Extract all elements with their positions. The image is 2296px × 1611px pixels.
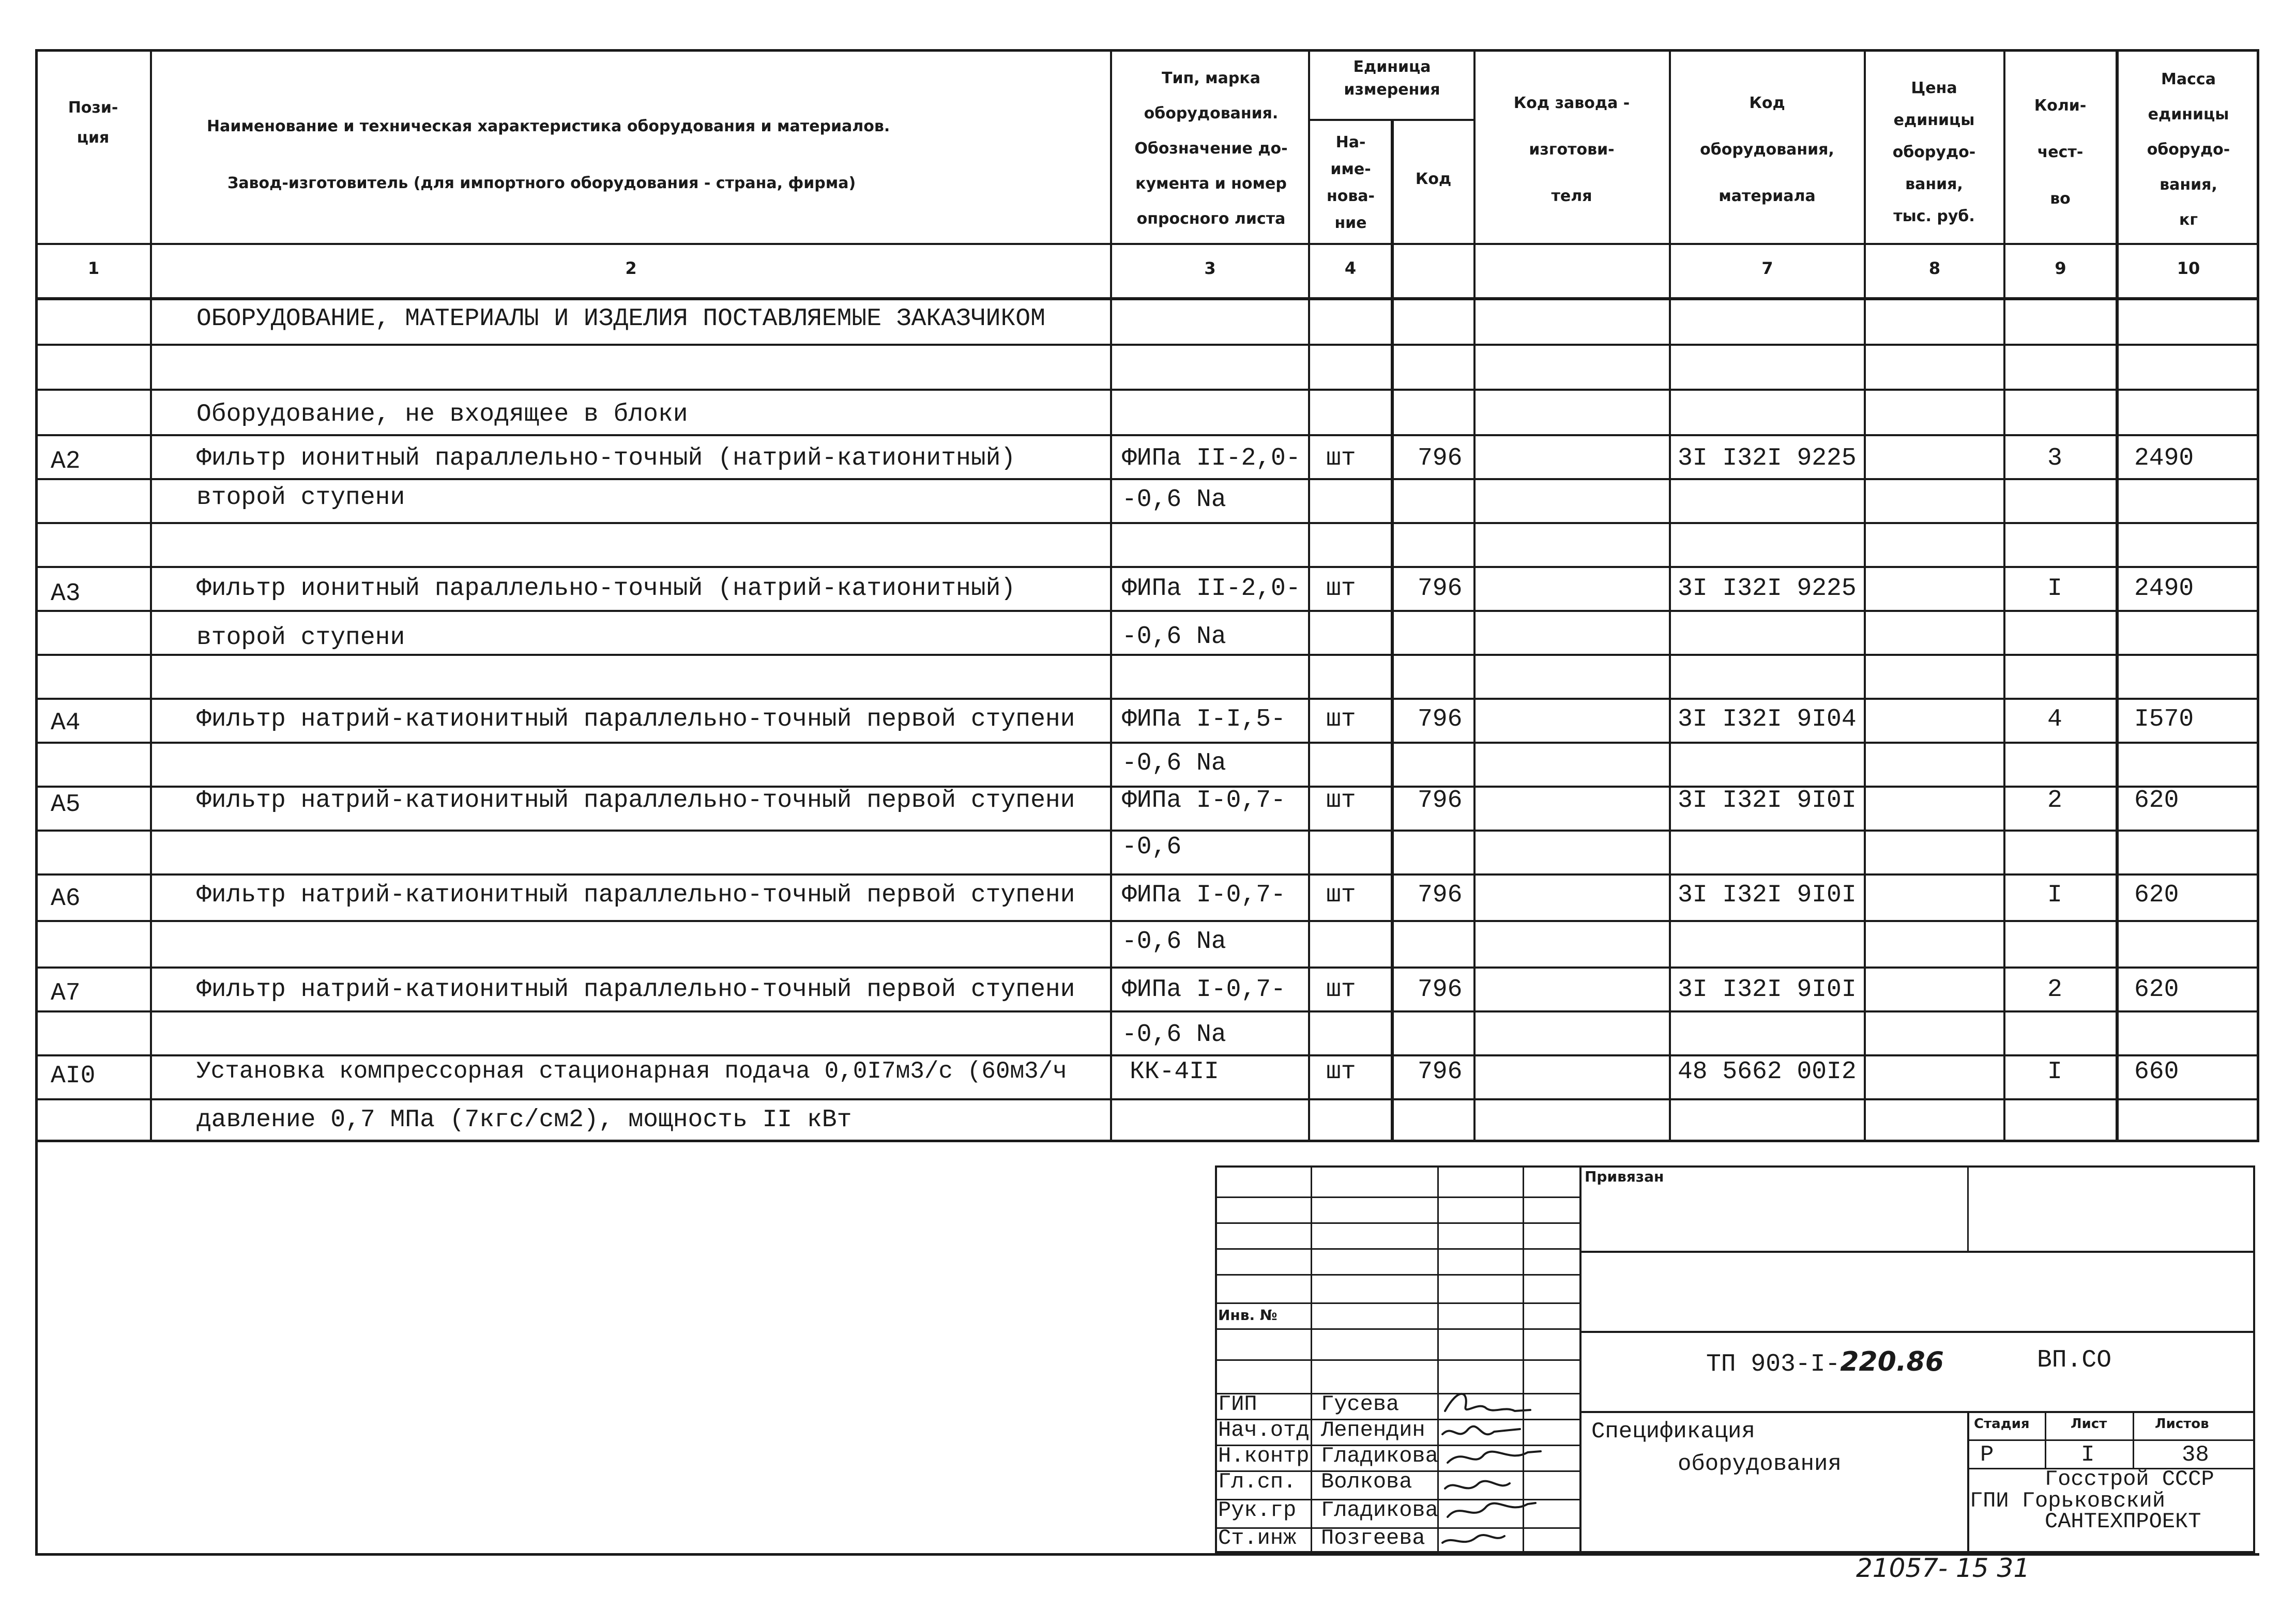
signer-role: ГИП — [1218, 1392, 1257, 1417]
row-line — [35, 1098, 2259, 1100]
organization: ГПИ Горьковский — [1970, 1489, 2166, 1513]
header-price: Цена единицы оборудо- вания, тыс. руб. — [1892, 79, 1976, 225]
tb-line — [1579, 1165, 1582, 1553]
signer-role: Рук.гр — [1218, 1498, 1297, 1523]
header-name: Наименование и техническая характеристика оборудования и материалов. Завод-изготовитель (для импортного оборудования - страна, фирма) — [207, 117, 890, 192]
item-mass: 620 — [2134, 976, 2179, 1004]
item-mass: 660 — [2134, 1058, 2179, 1086]
header-unit-code: Код — [1415, 170, 1452, 188]
item-quantity: 4 — [2047, 705, 2062, 733]
tb-line — [1967, 1439, 2255, 1441]
item-equipment-code: 3I I32I 9225 — [1678, 575, 1857, 603]
stage-value: Р — [1980, 1442, 1994, 1468]
tb-line — [1579, 1331, 2255, 1333]
item-type-cont: -0,6 Na — [1122, 623, 1226, 651]
item-name: Фильтр натрий-катионитный параллельно-точный первой ступени — [196, 705, 1075, 733]
item-name-cont: давление 0,7 МПа (7кгс/см2), мощность II кВт — [196, 1106, 852, 1134]
col-line-6 — [1669, 49, 1671, 1142]
header-unit: Единица измерения — [1344, 58, 1440, 99]
item-mass: 620 — [2134, 787, 2179, 815]
sheet-label: Лист — [2071, 1416, 2107, 1432]
row-line — [35, 654, 2259, 656]
item-mass: 2490 — [2134, 444, 2194, 472]
item-unit: шт — [1326, 881, 1356, 909]
col-number: 8 — [1928, 258, 1941, 278]
stage-label: Стадия — [1974, 1416, 2030, 1432]
signer-name: Гусева — [1321, 1392, 1400, 1417]
item-unit: шт — [1326, 444, 1356, 472]
item-type-cont: -0,6 — [1122, 833, 1182, 861]
subsection-title: Оборудование, не входящее в блоки — [196, 401, 688, 428]
item-mass: 620 — [2134, 881, 2179, 909]
tb-line — [1215, 1274, 1579, 1276]
item-position: А3 — [51, 580, 81, 608]
item-equipment-code: 48 5662 00I2 — [1678, 1058, 1857, 1086]
tb-line — [1967, 1165, 1969, 1251]
item-position: А6 — [51, 885, 81, 913]
signer-name: Гладикова — [1321, 1498, 1438, 1523]
tb-line — [2045, 1411, 2046, 1468]
item-position: А2 — [51, 448, 81, 475]
item-quantity: I — [2047, 881, 2062, 909]
item-name: Фильтр натрий-катионитный параллельно-точный первой ступени — [196, 787, 1075, 815]
signer-name: Позгеева — [1321, 1526, 1425, 1551]
col-number: 9 — [2055, 258, 2066, 278]
row-line — [35, 1010, 2259, 1012]
item-equipment-code: 3I I32I 9I0I — [1678, 787, 1857, 815]
header-bottom-line — [35, 243, 2259, 245]
item-unit-code: 796 — [1418, 787, 1463, 815]
signer-role: Гл.сп. — [1218, 1469, 1297, 1494]
item-unit-code: 796 — [1418, 705, 1463, 733]
col-line-3 — [1308, 49, 1310, 1142]
item-unit: шт — [1326, 575, 1356, 603]
item-unit-code: 796 — [1418, 1058, 1463, 1086]
item-type: ФИПа II-2,0- — [1122, 444, 1301, 472]
document-title-cont: оборудования — [1678, 1451, 1842, 1477]
item-name: Фильтр ионитный параллельно-точный (натрий-катионитный) — [196, 575, 1016, 603]
col-line-2 — [1110, 49, 1112, 1142]
item-name: Фильтр ионитный параллельно-точный (натрий-катионитный) — [196, 444, 1016, 472]
item-quantity: I — [2047, 1058, 2062, 1086]
item-equipment-code: 3I I32I 9225 — [1678, 444, 1857, 472]
tb-line — [2133, 1411, 2134, 1468]
tb-line — [1215, 1359, 1579, 1361]
col-number: 1 — [87, 258, 100, 278]
item-position: А4 — [51, 709, 81, 737]
row-line — [35, 920, 2259, 922]
row-line — [35, 1054, 2259, 1056]
sheets-label: Листов — [2155, 1416, 2209, 1432]
item-type: ФИПа I-0,7- — [1122, 787, 1286, 815]
row-line — [35, 610, 2259, 612]
tb-line — [1967, 1411, 1969, 1553]
sheet-value: I — [2081, 1442, 2095, 1468]
organization: САНТЕХПРОЕКТ — [2045, 1509, 2201, 1534]
item-quantity: 3 — [2047, 444, 2062, 472]
item-unit: шт — [1326, 705, 1356, 733]
row-line — [35, 566, 2259, 568]
item-type: ФИПа I-0,7- — [1122, 976, 1286, 1004]
item-mass: I570 — [2134, 705, 2194, 733]
col-line-1 — [150, 49, 152, 1142]
header-factory-code: Код завода - изготови- теля — [1513, 94, 1630, 205]
item-name: Установка компрессорная стационарная подача 0,0I7м3/с (60м3/ч — [196, 1058, 1067, 1085]
item-equipment-code: 3I I32I 9I0I — [1678, 976, 1857, 1004]
col-number: 7 — [1761, 258, 1773, 278]
item-type-cont: -0,6 Na — [1122, 928, 1226, 956]
row-line — [35, 873, 2259, 876]
col-line-4 — [1391, 119, 1394, 1142]
signer-name: Волкова — [1321, 1469, 1412, 1494]
item-type: КК-4II — [1130, 1058, 1219, 1086]
header-mass: Масса единицы оборудо- вания, кг — [2147, 70, 2230, 229]
item-name-cont: второй ступени — [196, 624, 405, 652]
document-code: ТП 903-I-220.86 — [1706, 1346, 1944, 1378]
item-unit: шт — [1326, 1058, 1356, 1086]
item-name: Фильтр натрий-катионитный параллельно-точный первой ступени — [196, 881, 1075, 909]
col-number: 10 — [2177, 258, 2200, 278]
header-unit-name: На- име- нова- ние — [1326, 133, 1375, 232]
inventory-number-label: Инв. № — [1218, 1307, 1278, 1324]
section-title: ОБОРУДОВАНИЕ, МАТЕРИАЛЫ И ИЗДЕЛИЯ ПОСТАВЛЯЕМЫЕ ЗАКАЗЧИКОМ — [196, 305, 1045, 333]
item-type-cont: -0,6 Na — [1122, 749, 1226, 777]
header-position: Пози- ция — [68, 99, 118, 147]
row-line — [35, 389, 2259, 391]
signer-role: Н.контр — [1218, 1444, 1310, 1468]
item-type: ФИПа I-0,7- — [1122, 881, 1286, 909]
item-position: А5 — [51, 791, 81, 819]
document-mark: ВП.СО — [2037, 1346, 2112, 1374]
row-line — [35, 830, 2259, 832]
item-type: ФИПа I-I,5- — [1122, 705, 1286, 733]
item-type-cont: -0,6 Na — [1122, 1021, 1226, 1049]
col-line-7 — [1864, 49, 1866, 1142]
item-name: Фильтр натрий-катионитный параллельно-точный первой ступени — [196, 976, 1075, 1004]
item-unit-code: 796 — [1418, 575, 1463, 603]
item-quantity: I — [2047, 575, 2062, 603]
row-line — [35, 522, 2259, 524]
item-unit: шт — [1326, 976, 1356, 1004]
item-unit-code: 796 — [1418, 881, 1463, 909]
col-line-5 — [1473, 49, 1476, 1142]
tb-line — [1215, 1328, 1579, 1330]
row-line — [35, 966, 2259, 969]
item-mass: 2490 — [2134, 575, 2194, 603]
item-position: АI0 — [51, 1062, 96, 1090]
col-number: 3 — [1204, 258, 1216, 278]
tb-line — [1215, 1302, 1579, 1304]
header-equipment-code: Код оборудования, материала — [1700, 94, 1834, 205]
item-equipment-code: 3I I32I 9I04 — [1678, 705, 1857, 733]
tb-line — [1215, 1222, 1579, 1224]
item-type: ФИПа II-2,0- — [1122, 575, 1301, 603]
tb-line — [1215, 1196, 1579, 1198]
item-name-cont: второй ступени — [196, 484, 405, 512]
organization: Госстрой СССР — [2045, 1467, 2214, 1492]
tb-line — [1579, 1411, 2255, 1413]
signer-name: Гладикова — [1321, 1444, 1438, 1468]
item-position: А7 — [51, 979, 81, 1007]
col-number: 2 — [625, 258, 637, 278]
footer-number: 21057- 15 31 — [1856, 1553, 2030, 1583]
row-line — [35, 344, 2259, 346]
document-title: Спецификация — [1591, 1419, 1755, 1445]
linked-label: Привязан — [1585, 1168, 1664, 1185]
item-quantity: 2 — [2047, 787, 2062, 815]
signer-name: Лепендин — [1321, 1418, 1425, 1443]
item-quantity: 2 — [2047, 976, 2062, 1004]
item-equipment-code: 3I I32I 9I0I — [1678, 881, 1857, 909]
header-type: Тип, марка оборудования. Обозначение до- кумента и номер опросного листа — [1134, 69, 1288, 228]
tb-line — [1579, 1251, 2255, 1253]
col-line-8 — [2003, 49, 2005, 1142]
tb-line — [1215, 1248, 1579, 1250]
item-unit: шт — [1326, 787, 1356, 815]
signature-marks — [1437, 1385, 1579, 1553]
signer-role: Нач.отд — [1218, 1418, 1310, 1443]
row-line — [35, 742, 2259, 744]
item-unit-code: 796 — [1418, 976, 1463, 1004]
row-line — [35, 478, 2259, 480]
header-quantity: Коли- чест- во — [2034, 97, 2087, 208]
sheets-value: 38 — [2182, 1442, 2209, 1468]
col-number: 4 — [1344, 258, 1357, 278]
row-line — [35, 434, 2259, 436]
row-line — [35, 698, 2259, 700]
item-unit-code: 796 — [1418, 444, 1463, 472]
item-type-cont: -0,6 Na — [1122, 486, 1226, 514]
numbers-bottom-line — [35, 297, 2259, 300]
signer-role: Ст.инж — [1218, 1526, 1297, 1551]
